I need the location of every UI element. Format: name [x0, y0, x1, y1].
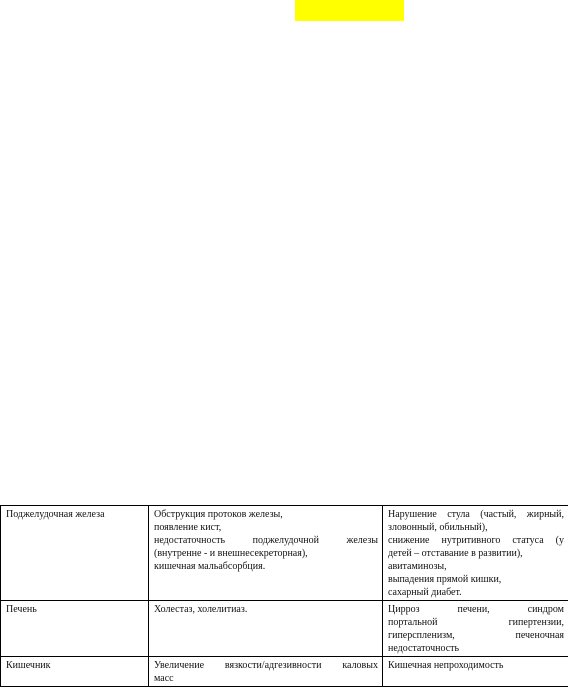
organ-name: Кишечник	[6, 660, 51, 671]
consequences-line: Нарушение стула (частый, жирный,	[388, 508, 564, 521]
changes-line: масс	[154, 672, 378, 685]
changes-cell	[149, 506, 383, 601]
changes-line: Увеличение вязкости/адгезивности каловых	[154, 659, 378, 672]
organ-cell	[1, 601, 149, 657]
organ-cell	[1, 657, 149, 687]
changes-line: (внутренне - и внешнесекреторная),	[154, 547, 378, 560]
table-row	[1, 657, 568, 687]
consequences-line: недостаточность	[388, 642, 564, 655]
changes-line: недостаточность поджелудочной железы	[154, 534, 378, 547]
changes-cell	[149, 601, 383, 657]
changes-line: Холестаз, холелитиаз.	[154, 603, 378, 616]
yellow-highlight-block	[295, 0, 404, 21]
consequences-line: авитаминозы,	[388, 560, 564, 573]
consequences-line: портальной гипертензии,	[388, 616, 564, 629]
organ-name: Поджелудочная железа	[6, 509, 105, 520]
organ-cell	[1, 506, 149, 601]
consequences-line: Цирроз печени, синдром	[388, 603, 564, 616]
consequences-line: выпадения прямой кишки,	[388, 573, 564, 586]
changes-line: появление кист,	[154, 521, 378, 534]
consequences-line: детей – отставание в развитии),	[388, 547, 564, 560]
consequences-cell	[383, 601, 568, 657]
consequences-line: гиперспленизм, печеночная	[388, 629, 564, 642]
consequences-line: сахарный диабет.	[388, 586, 564, 599]
consequences-line: Кишечная непроходимость	[388, 659, 564, 672]
changes-line: Обструкция протоков железы,	[154, 508, 378, 521]
organ-changes-table	[0, 505, 568, 687]
table-row	[1, 506, 568, 601]
consequences-line: зловонный, обильный),	[388, 521, 564, 534]
consequences-line: снижение нутритивного статуса (у	[388, 534, 564, 547]
consequences-cell	[383, 657, 568, 687]
changes-cell	[149, 657, 383, 687]
table-row	[1, 601, 568, 657]
changes-line: кишечная мальабсорбция.	[154, 560, 378, 573]
organ-name: Печень	[6, 604, 37, 615]
consequences-cell	[383, 506, 568, 601]
